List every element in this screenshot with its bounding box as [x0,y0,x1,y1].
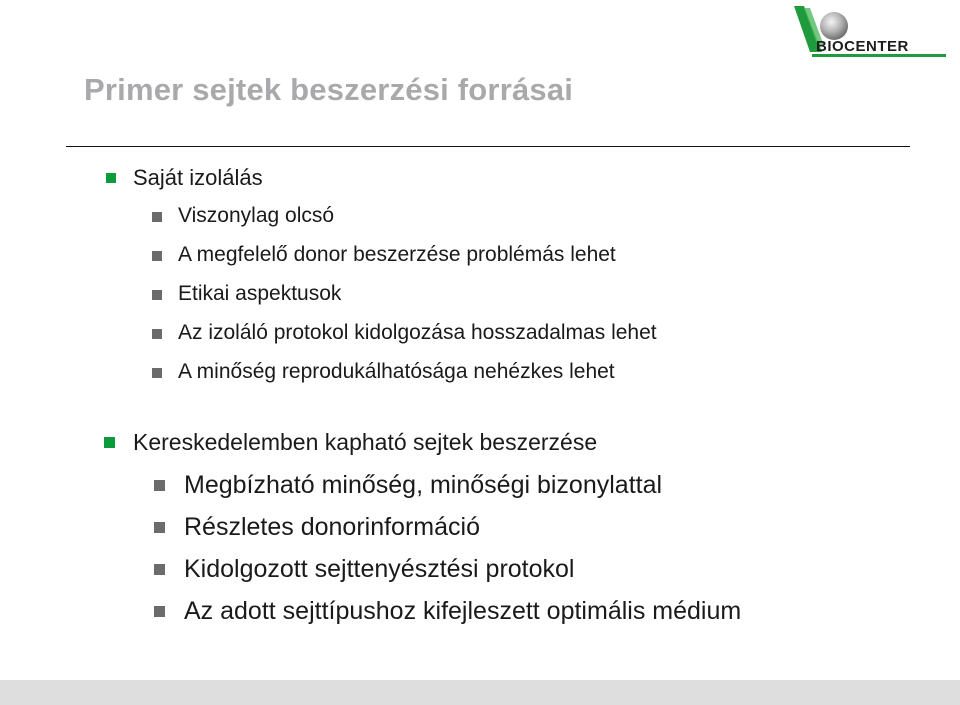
section-heading: Kereskedelemben kapható sejtek beszerzése [133,429,598,455]
list-item-text: Részletes donorinformáció [184,513,480,541]
section-heading: Saját izolálás [133,165,263,190]
square-bullet-icon [104,437,115,448]
logo-text: BIOCENTER [816,38,909,55]
list-item-text: Kidolgozott sejttenyésztési protokol [184,555,575,583]
list-item-text: Az adott sejttípushoz kifejleszett optimális médium [184,597,742,625]
square-bullet-icon [154,522,165,533]
square-bullet-icon [106,173,116,183]
list-item-text: Viszonylag olcsó [178,204,335,227]
square-bullet-icon [152,251,162,261]
square-bullet-icon [152,368,162,378]
square-bullet-icon [152,212,162,222]
title-divider [66,146,910,147]
page-title: Primer sejtek beszerzési forrásai [84,72,574,107]
biocenter-logo-icon [790,4,950,66]
list-item-text: Az izoláló protokol kidolgozása hosszadalmas lehet [178,321,657,344]
square-bullet-icon [154,564,165,575]
footer-band [0,680,960,705]
list-item-text: A minőség reprodukálhatósága nehézkes lehet [178,360,615,383]
square-bullet-icon [152,329,162,339]
list-item-text: Megbízható minőség, minőségi bizonylattal [184,471,663,499]
square-bullet-icon [154,480,165,491]
square-bullet-icon [152,290,162,300]
list-item-text: Etikai aspektusok [178,282,342,305]
square-bullet-icon [154,606,165,617]
list-item-text: A megfelelő donor beszerzése problémás lehet [178,243,616,266]
